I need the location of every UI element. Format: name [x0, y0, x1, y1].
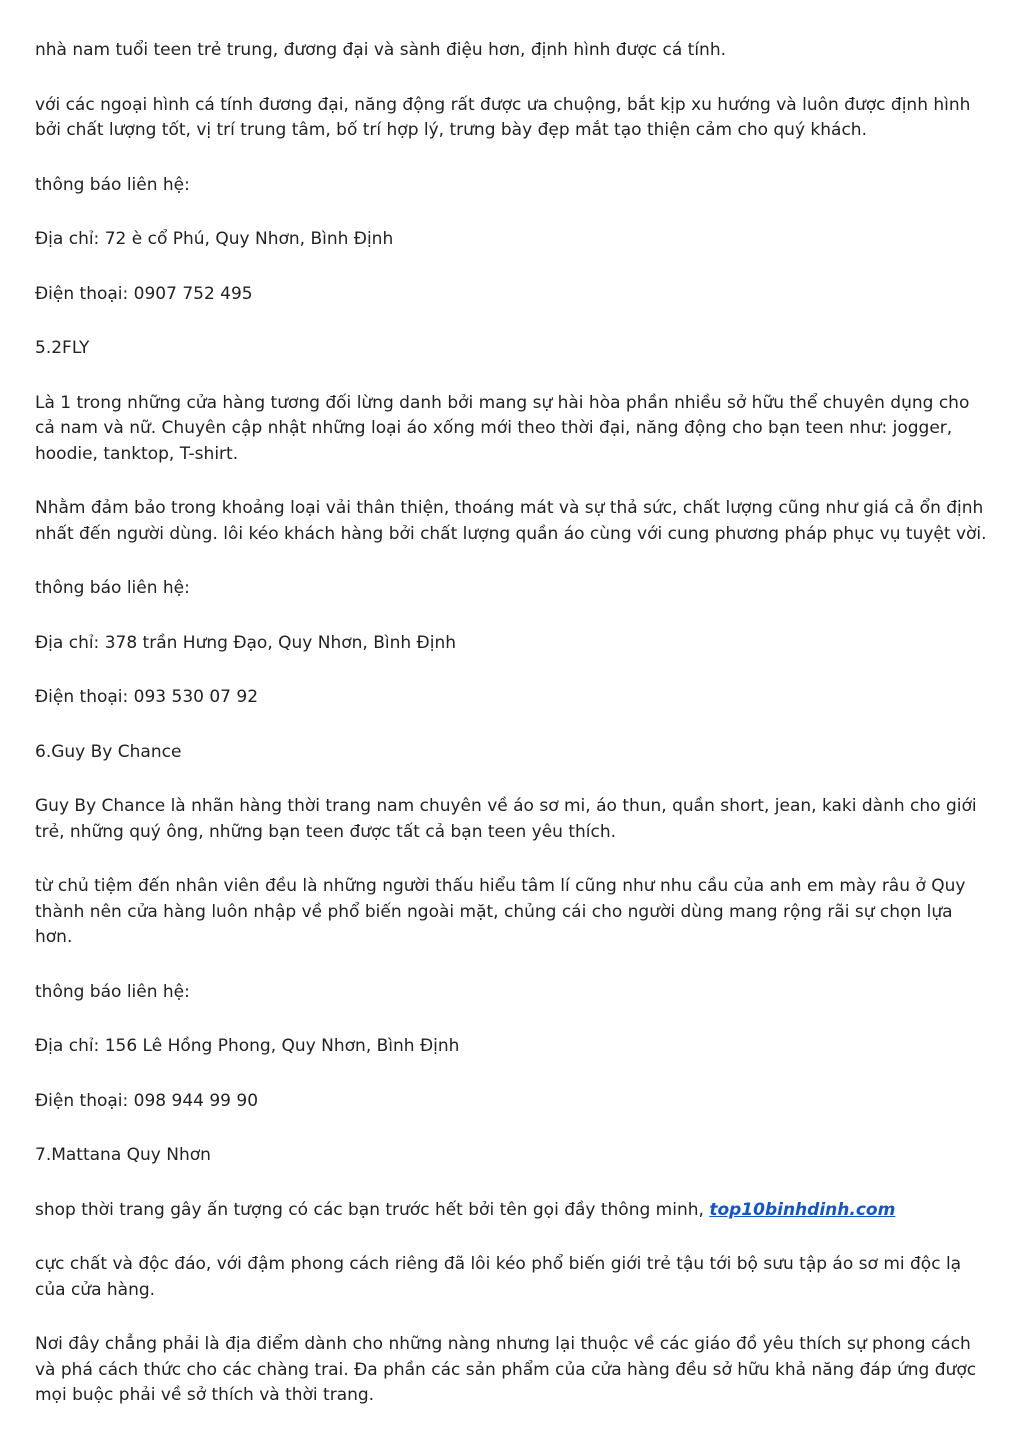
address-line: Địa chỉ: 378 trần Hưng Đạo, Quy Nhơn, Bình Định — [35, 632, 456, 653]
contact-heading: thông báo liên hệ: — [35, 174, 190, 195]
paragraph-mattana-style: cực chất và độc đáo, với đậm phong cách riêng đã lôi kéo phổ biến giới trẻ tậu tới bộ sưu tập áo sơ mi độc lạ của cửa hàng. — [35, 1254, 962, 1300]
phone-line: Điện thoại: 0907 752 495 — [35, 283, 253, 304]
contact-heading: thông báo liên hệ: — [35, 981, 190, 1002]
section-title-mattana: 7.Mattana Quy Nhơn — [35, 1145, 211, 1165]
contact-heading: thông báo liên hệ: — [35, 578, 190, 598]
paragraph-mattana-intro — [35, 1198, 990, 1224]
paragraph-2fly-intro: Là 1 trong những cửa hàng tương đối lừng danh bởi mang sự hài hòa phần nhiều sở hữu thể chuyên dụng cho cả nam và nữ. Chuyên cập nhật những loại áo xống mới theo thời đại, năng động cho bạn teen như: jogger, hoodie, tanktop, T-shirt. — [35, 392, 970, 464]
document-page — [35, 38, 990, 1409]
paragraph-description: với các ngoại hình cá tính đương đại, năng động rất được ưa chuộng, bắt kịp xu hướng và luôn được định hình bởi chất lượng tốt, vị trí trung tâm, bố trí hợp lý, trưng bày đẹp mắt tạo thiện cảm cho quý khách. — [35, 94, 971, 140]
address-line: Địa chỉ: 72 è cổ Phú, Quy Nhơn, Bình Định — [35, 229, 394, 249]
paragraph-mattana-text: shop thời trang gây ấn tượng có các bạn trước hết bởi tên gọi đầy thông minh, — [35, 1199, 710, 1220]
website-link[interactable]: top10binhdinh.com — [709, 1199, 896, 1220]
paragraph-intro: nhà nam tuổi teen trẻ trung, đương đại và sành điệu hơn, định hình được cá tính. — [35, 40, 727, 60]
paragraph-mattana-target: Nơi đây chẳng phải là địa điểm dành cho những nàng nhưng lại thuộc về các giáo đồ yêu thích sự phong cách và phá cách thức cho các chàng trai. Đa phần các sản phẩm của cửa hàng đều sở hữu khả năng đáp ứng được mọi buộc phải về sở thích và thời trang. — [35, 1334, 977, 1405]
paragraph-2fly-quality: Nhằm đảm bảo trong khoảng loại vải thân thiện, thoáng mát và sự thả sức, chất lượng cũng như giá cả ổn định nhất đến người dùng. lôi kéo khách hàng bởi chất lượng quần áo cùng với cung phương pháp phục vụ tuyệt vời. — [35, 498, 987, 544]
section-title-2fly: 5.2FLY — [35, 338, 90, 358]
phone-line: Điện thoại: 093 530 07 92 — [35, 687, 259, 707]
section-title-guy-by-chance: 6.Guy By Chance — [35, 741, 182, 762]
phone-line: Điện thoại: 098 944 99 90 — [35, 1090, 259, 1111]
paragraph-guy-by-chance-intro: Guy By Chance là nhãn hàng thời trang nam chuyên về áo sơ mi, áo thun, quần short, jean, kaki dành cho giới trẻ, những quý ông, những bạn teen được tất cả bạn teen yêu thích. — [35, 796, 977, 842]
address-line: Địa chỉ: 156 Lê Hồng Phong, Quy Nhơn, Bình Định — [35, 1036, 460, 1056]
paragraph-guy-by-chance-staff: từ chủ tiệm đến nhân viên đều là những người thấu hiểu tâm lí cũng như nhu cầu của anh em mày râu ở Quy thành nên cửa hàng luôn nhập về phổ biến ngoài mặt, chủng cái cho người dùng mang rộng rãi sự chọn lựa hơn. — [35, 876, 966, 947]
